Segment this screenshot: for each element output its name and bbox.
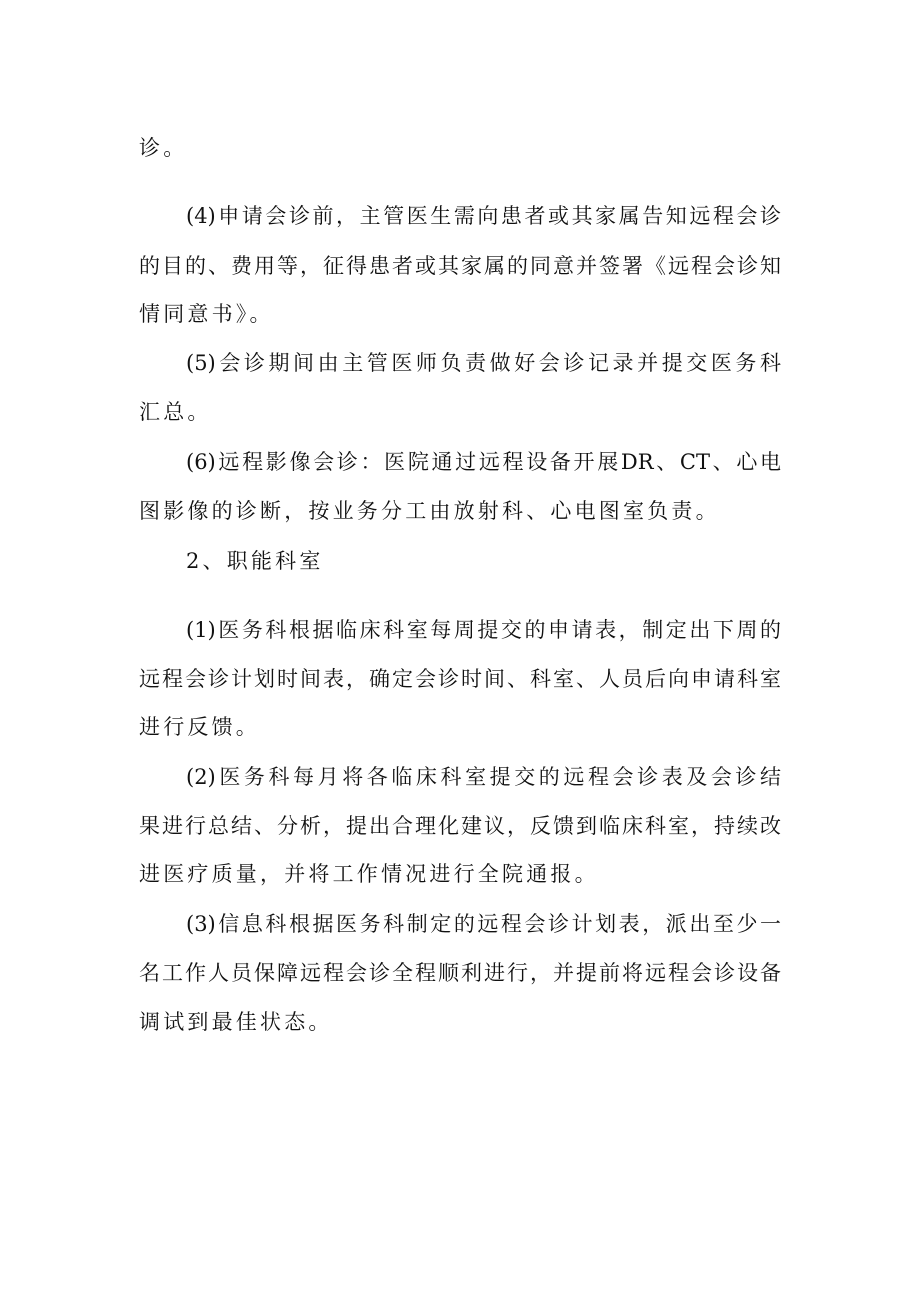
- text-line: (4)申请会诊前，主管医生需向患者或其家属告知远程会诊: [186, 204, 781, 228]
- text-line: 名工作人员保障远程会诊全程顺利进行，并提前将远程会诊设备: [139, 961, 781, 985]
- text-line: 果进行总结、分析，提出合理化建议，反馈到临床科室，持续改: [139, 814, 781, 838]
- text-line: 诊。: [139, 136, 188, 160]
- text-line: (6)远程影像会诊：医院通过远程设备开展DR、CT、心电: [186, 450, 781, 474]
- text-line: 汇总。: [139, 400, 212, 424]
- text-line: 进医疗质量，并将工作情况进行全院通报。: [139, 862, 599, 886]
- text-line: (5)会诊期间由主管医师负责做好会诊记录并提交医务科: [186, 351, 781, 375]
- text-line: 调试到最佳状态。: [139, 1010, 333, 1034]
- section-heading: 2、职能科室: [186, 549, 324, 573]
- text-line: 情同意书》。: [139, 302, 274, 326]
- text-line: (1)医务科根据临床科室每周提交的申请表，制定出下周的: [186, 618, 781, 642]
- text-line: (2)医务科每月将各临床科室提交的远程会诊表及会诊结: [186, 765, 781, 789]
- text-line: 的目的、费用等，征得患者或其家属的同意并签署《远程会诊知: [139, 254, 781, 278]
- text-line: (3)信息科根据医务科制定的远程会诊计划表，派出至少一: [186, 912, 781, 936]
- text-line: 进行反馈。: [139, 715, 260, 739]
- text-line: 图影像的诊断，按业务分工由放射科、心电图室负责。: [139, 499, 720, 523]
- text-line: 远程会诊计划时间表，确定会诊时间、科室、人员后向申请科室: [139, 667, 781, 691]
